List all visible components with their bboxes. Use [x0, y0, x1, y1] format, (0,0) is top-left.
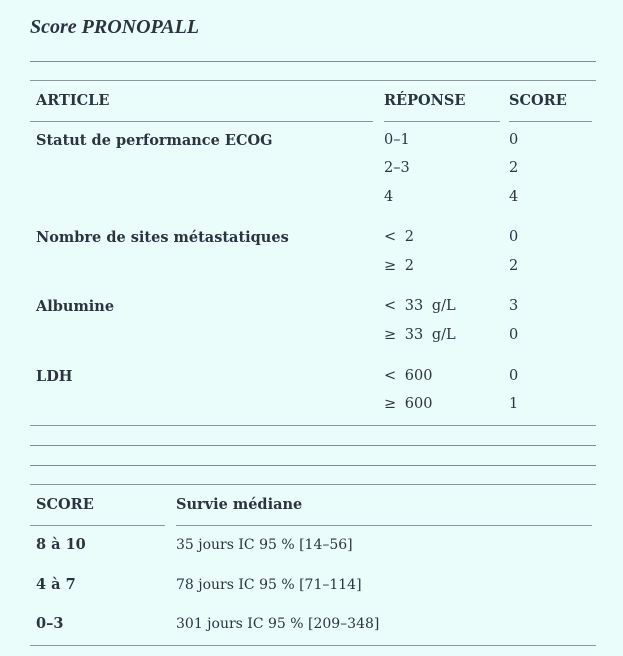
score-value: 0 [509, 368, 519, 384]
divider [30, 445, 596, 446]
score-range: 4 à 7 [36, 576, 76, 593]
response-value: 0–1 [384, 132, 410, 148]
score-range: 0–3 [36, 615, 64, 632]
score-range: 8 à 10 [36, 536, 86, 553]
header-underline [30, 121, 373, 122]
score-value: 1 [509, 396, 519, 412]
score-value: 2 [509, 160, 519, 176]
survival-value: 35 jours IC 95 % [14–56] [176, 537, 353, 553]
score-value: 0 [509, 132, 519, 148]
survival-value: 301 jours IC 95 % [209–348] [176, 616, 380, 632]
divider [30, 61, 596, 62]
divider [30, 425, 596, 426]
divider [30, 465, 596, 466]
column-header-response: RÉPONSE [384, 92, 466, 109]
response-value: ≥ 33 g/L [384, 327, 456, 343]
header-underline [176, 525, 592, 526]
response-value: < 33 g/L [384, 298, 456, 314]
score-value: 0 [509, 327, 519, 343]
column-header-score: SCORE [509, 92, 567, 109]
response-value: < 600 [384, 368, 433, 384]
response-value: ≥ 600 [384, 396, 433, 412]
header-underline [384, 121, 500, 122]
page-title: Score PRONOPALL [30, 16, 200, 38]
score-value: 3 [509, 298, 519, 314]
score-value: 0 [509, 229, 519, 245]
divider [30, 645, 596, 646]
divider [30, 80, 596, 81]
article-label: LDH [36, 368, 73, 385]
score-value: 2 [509, 258, 519, 274]
response-value: < 2 [384, 229, 414, 245]
column-header-article: ARTICLE [36, 92, 110, 109]
article-label: Statut de performance ECOG [36, 132, 273, 149]
survival-value: 78 jours IC 95 % [71–114] [176, 577, 362, 593]
score-value: 4 [509, 189, 519, 205]
response-value: ≥ 2 [384, 258, 414, 274]
header-underline [30, 525, 165, 526]
column-header-score: SCORE [36, 496, 94, 513]
response-value: 2–3 [384, 160, 410, 176]
article-label: Albumine [36, 298, 115, 315]
header-underline [509, 121, 592, 122]
column-header-survival: Survie médiane [176, 496, 303, 513]
response-value: 4 [384, 189, 394, 205]
article-label: Nombre de sites métastatiques [36, 229, 289, 246]
divider [30, 484, 596, 485]
